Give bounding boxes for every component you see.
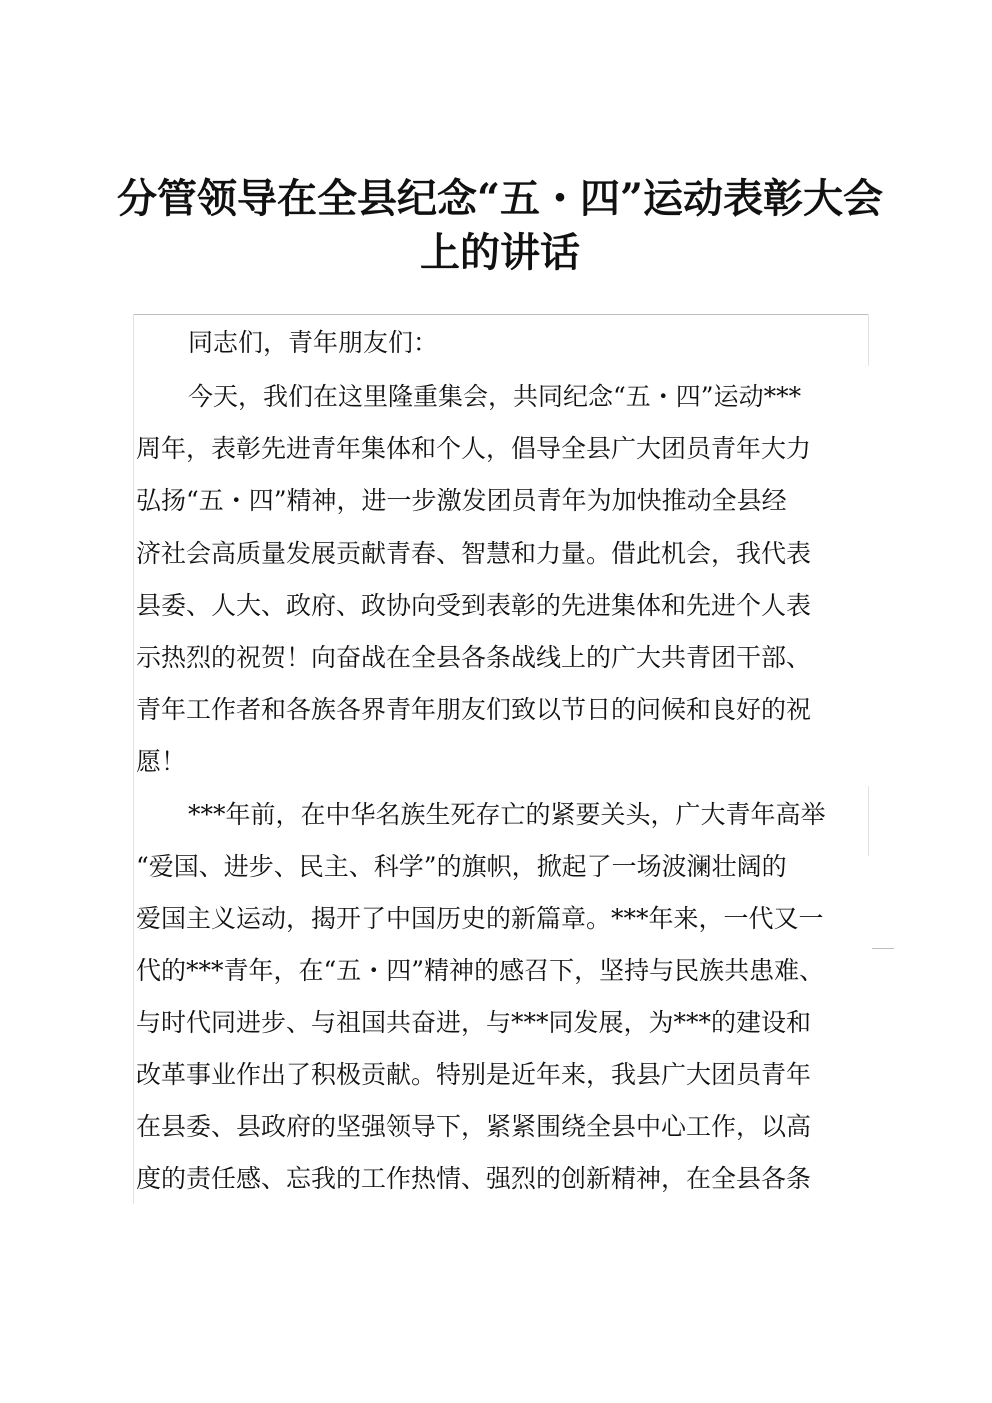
body-line: 愿！ <box>136 747 187 776</box>
body-line: 与时代同进步、与祖国共奋进，与***同发展，为***的建设和 <box>136 1008 812 1037</box>
body-line: 爱国主义运动，揭开了中国历史的新篇章。***年来，一代又一 <box>136 904 824 933</box>
document-title <box>100 172 900 280</box>
body-line: 弘扬“五・四”精神，进一步激发团员青年为加快推动全县经 <box>136 486 787 515</box>
body-line: 周年，表彰先进青年集体和个人，倡导全县广大团员青年大力 <box>136 434 812 463</box>
frame-right-rule <box>868 314 869 366</box>
body-line: “爱国、进步、民主、科学”的旗帜，掀起了一场波澜壮阔的 <box>136 852 787 881</box>
body-line: 今天，我们在这里隆重集会，共同纪念“五・四”运动*** <box>188 382 802 411</box>
salutation: 同志们，青年朋友们： <box>188 328 439 357</box>
body-line: 在县委、县政府的坚强领导下，紧紧围绕全县中心工作，以高 <box>136 1112 812 1141</box>
frame-left-rule <box>133 314 134 1204</box>
body-line: ***年前，在中华名族生死存亡的紧要关头，广大青年高举 <box>188 800 826 829</box>
frame-top-rule <box>133 314 869 315</box>
frame-right-rule <box>868 786 869 856</box>
title-line-2: 上的讲话 <box>420 229 580 276</box>
title-line-1: 分管领导在全县纪念“五・四”运动表彰大会 <box>116 175 883 222</box>
body-line: 县委、人大、政府、政协向受到表彰的先进集体和先进个人表 <box>136 591 812 620</box>
body-line: 示热烈的祝贺！向奋战在全县各条战线上的广大共青团干部、 <box>136 643 812 672</box>
body-line: 改革事业作出了积极贡献。特别是近年来，我县广大团员青年 <box>136 1060 812 1089</box>
frame-side-mark <box>872 948 894 949</box>
body-line: 济社会高质量发展贡献青春、智慧和力量。借此机会，我代表 <box>136 539 812 568</box>
body-line: 青年工作者和各族各界青年朋友们致以节日的问候和良好的祝 <box>136 695 812 724</box>
body-line: 度的责任感、忘我的工作热情、强烈的创新精神，在全县各条 <box>136 1164 812 1193</box>
body-line: 代的***青年，在“五・四”精神的感召下，坚持与民族共患难、 <box>136 956 825 985</box>
